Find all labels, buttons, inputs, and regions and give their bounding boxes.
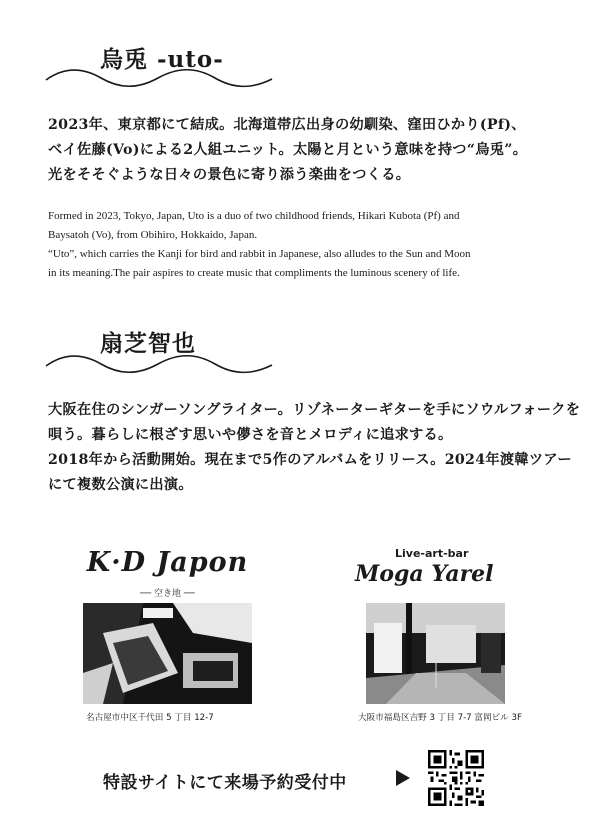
section1-jp-line: 光をそそぐような日々の景色に寄り添う楽曲をつくる。 — [48, 167, 411, 183]
venue1-logo-sub: ── 空き地 ── — [140, 589, 195, 599]
reservation-cta[interactable]: 特設サイトにて来場予約受付中 — [103, 773, 347, 793]
section2-jp-line: 唄う。暮らしに根ざす思いや儚さを音とメロディに追求する。 — [48, 427, 453, 443]
section1-en-line: in its meaning.The pair aspires to create music that compliments the luminous scenery of life. — [48, 267, 460, 279]
play-arrow-icon[interactable] — [395, 769, 411, 787]
section1-jp-line: ベイ佐藤(Vo)による2人組ユニット。太陽と月という意味を持つ“烏兎”。 — [48, 142, 528, 158]
section1-en-line: “Uto”, which carries the Kanji for bird and rabbit in Japanese, also alludes to the Sun and Moon — [48, 248, 471, 260]
section2-jp-line: にて複数公演に出演。 — [48, 477, 193, 493]
section1-en-text — [48, 207, 470, 283]
venue-stage-photo-icon — [366, 603, 505, 704]
venue2-photo — [366, 603, 505, 704]
wave-divider — [44, 353, 274, 375]
venue1-address: 名古屋市中区千代田 5 丁目 12-7 — [86, 713, 214, 723]
wave-divider — [44, 67, 274, 89]
section1-jp-text — [48, 113, 527, 188]
section1-en-line: Baysatoh (Vo), from Obihiro, Hokkaido, Japan. — [48, 229, 258, 241]
section2-title: 扇芝智也 — [100, 330, 196, 357]
section2-jp-line: 大阪在住のシンガーソングライター。リゾネーターギターを手にソウルフォークを — [48, 402, 581, 418]
venue2-address: 大阪市福島区吉野 3 丁目 7-7 富岡ビル 3F — [358, 713, 522, 723]
section1-jp-line: 2023年、東京都にて結成。北海道帯広出身の幼馴染、窪田ひかり(Pf)、 — [48, 117, 526, 133]
qr-code-icon[interactable] — [428, 750, 484, 806]
venue2-logo-top: Live-art-bar — [395, 547, 469, 560]
venue1-photo — [83, 603, 252, 704]
venue1-logo: K·D Japon — [86, 547, 249, 578]
section2-jp-text — [48, 398, 580, 498]
venue-interior-photo-icon — [83, 603, 252, 704]
section1-title: 烏兎 -uto- — [100, 46, 224, 73]
section2-jp-line: 2018年から活動開始。現在まで5作のアルバムをリリース。2024年渡韓ツアー — [48, 452, 572, 468]
section1-en-line: Formed in 2023, Tokyo, Japan, Uto is a duo of two childhood friends, Hikari Kubota (Pf) and — [48, 210, 460, 222]
venue2-logo: Moga Yarel — [355, 561, 494, 587]
